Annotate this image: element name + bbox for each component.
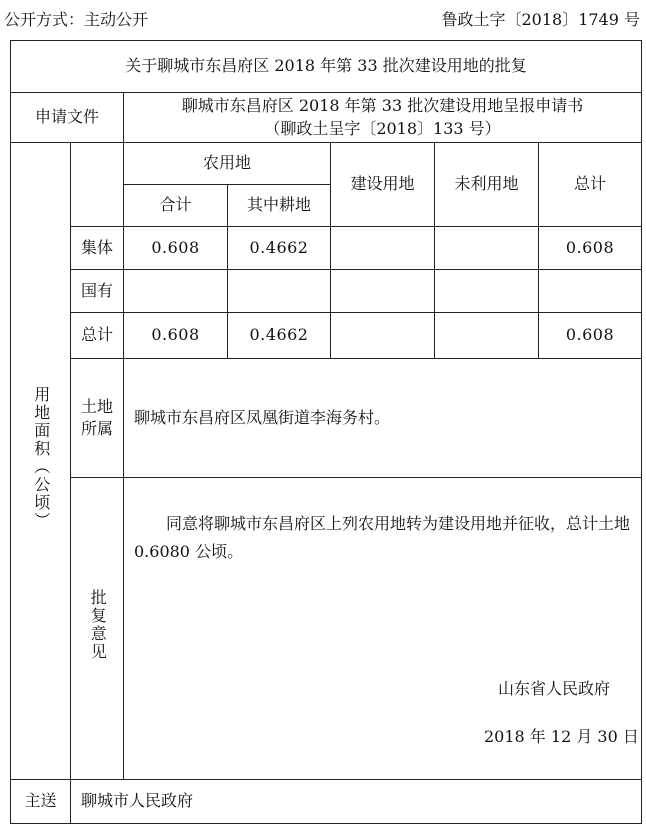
cell-unused [435,313,539,359]
cell-cultivated [228,270,331,313]
table-row [11,227,642,270]
approval-label: 批复意见 [71,478,124,780]
disclosure-mode: 公开方式：主动公开 [4,10,149,29]
row-header-corner [71,143,124,227]
header-line [0,7,646,31]
cell-construction [331,270,435,313]
cell-sum [539,270,642,313]
document-title: 关于聊城市东昌府区 2018 年第 33 批次建设用地的批复 [11,41,642,93]
agri-total-header: 合计 [124,185,228,227]
cell-cultivated: 0.4662 [228,227,331,270]
approval-date: 2018 年 12 月 30 日 [484,727,639,746]
send-to-label: 主送 [11,780,71,824]
area-section-label: 用地面积（公顷） [11,143,71,780]
row-label-collective: 集体 [71,227,124,270]
cell-sum: 0.608 [539,227,642,270]
application-title: 聊城市东昌府区 2018 年第 33 批次建设用地呈报申请书 [181,96,584,116]
cell-construction [331,313,435,359]
application-ref: （聊政土呈字〔2018〕133 号） [264,118,501,138]
approval-opinion [124,478,642,780]
approving-authority: 山东省人民政府 [498,679,611,698]
table-row [11,313,642,359]
row-label-total: 总计 [71,313,124,359]
application-value [124,93,642,143]
unused-land-header: 未利用地 [435,143,539,227]
agri-land-header: 农用地 [124,143,331,185]
cell-unused [435,227,539,270]
send-to-value: 聊城市人民政府 [71,780,642,824]
cell-agri-total: 0.608 [124,227,228,270]
document-number: 鲁政土字〔2018〕1749 号 [441,10,640,29]
cell-unused [435,270,539,313]
land-location-label: 土地 所属 [71,359,124,478]
approval-form-table [10,40,642,824]
land-location-value: 聊城市东昌府区凤凰街道李海务村。 [124,359,642,478]
table-row [11,270,642,313]
application-label: 申请文件 [11,93,124,143]
cell-sum: 0.608 [539,313,642,359]
cell-agri-total [124,270,228,313]
cell-agri-total: 0.608 [124,313,228,359]
cell-construction [331,227,435,270]
row-label-state: 国有 [71,270,124,313]
approval-text: 同意将聊城市东昌府区上列农用地转为建设用地并征收，总计土地 0.6080 公顷。 [134,514,631,561]
cultivated-header: 其中耕地 [228,185,331,227]
cell-cultivated: 0.4662 [228,313,331,359]
construction-land-header: 建设用地 [331,143,435,227]
sum-header: 总计 [539,143,642,227]
